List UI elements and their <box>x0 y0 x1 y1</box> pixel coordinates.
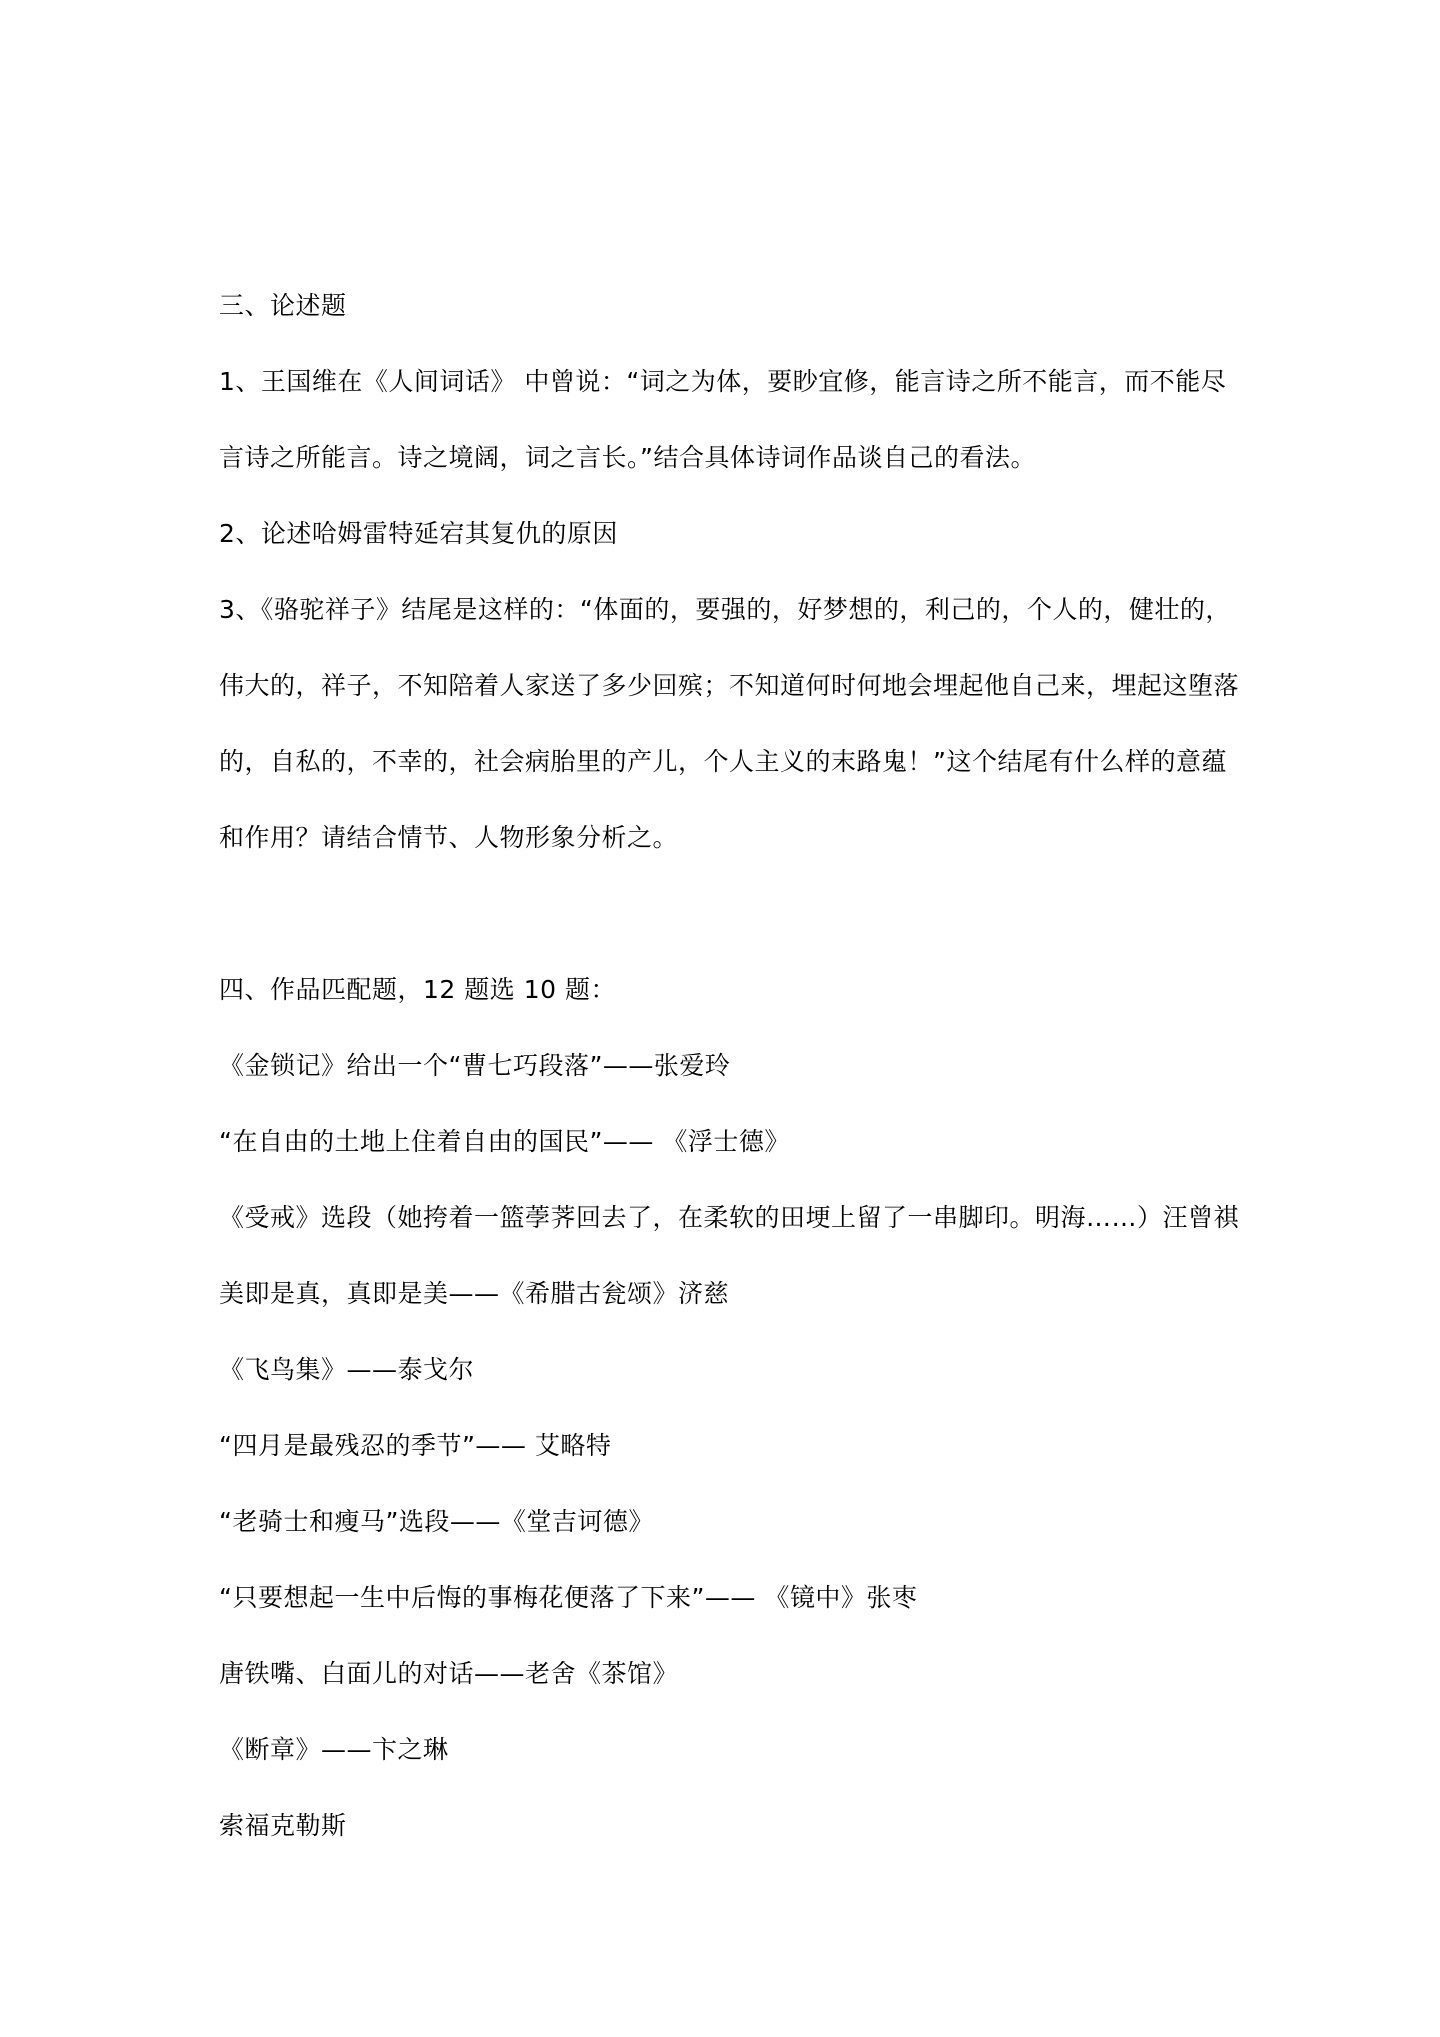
essay-question-3-line-1: 3、《骆驼祥子》结尾是这样的：“体面的，要强的，好梦想的，利己的，个人的，健壮的， <box>219 595 1231 624</box>
matching-item: 唐铁嘴、白面儿的对话——老舍《茶馆》 <box>219 1659 679 1688</box>
section-spacer <box>219 876 1239 952</box>
essay-question-1-line-2: 言诗之所能言。诗之境阔，词之言长。”结合具体诗词作品谈自己的看法。 <box>219 443 1036 472</box>
document-content <box>219 268 1239 1864</box>
matching-item: “在自由的土地上住着自由的国民”—— 《浮士德》 <box>219 1127 790 1156</box>
essay-question-3-line-3: 的，自私的，不幸的，社会病胎里的产儿，个人主义的末路鬼！”这个结尾有什么样的意蕴 <box>219 747 1227 776</box>
matching-item: 美即是真，真即是美——《希腊古瓮颂》济慈 <box>219 1279 730 1308</box>
matching-item: 索福克勒斯 <box>219 1811 347 1840</box>
essay-question-3-line-4: 和作用？请结合情节、人物形象分析之。 <box>219 823 679 852</box>
matching-item: 《受戒》选段（她挎着一篮荸荠回去了，在柔软的田埂上留了一串脚印。明海……）汪曾祺 <box>219 1203 1240 1232</box>
matching-item: “四月是最残忍的季节”—— 艾略特 <box>219 1431 612 1460</box>
matching-item: “只要想起一生中后悔的事梅花便落了下来”—— 《镜中》张枣 <box>219 1583 918 1612</box>
section-heading-matching: 四、作品匹配题，12 题选 10 题： <box>219 975 616 1004</box>
matching-item: “老骑士和瘦马”选段——《堂吉诃德》 <box>219 1507 654 1536</box>
section-heading-essay: 三、论述题 <box>219 291 347 320</box>
essay-question-2: 2、论述哈姆雷特延宕其复仇的原因 <box>219 519 618 548</box>
matching-item: 《金锁记》给出一个“曹七巧段落”——张爱玲 <box>219 1051 731 1080</box>
essay-question-3-line-2: 伟大的，祥子，不知陪着人家送了多少回殡；不知道何时何地会埋起他自己来，埋起这堕落 <box>219 671 1240 700</box>
matching-item: 《飞鸟集》——泰戈尔 <box>219 1355 475 1384</box>
essay-question-1-line-1: 1、王国维在《人间词话》 中曾说：“词之为体，要眇宜修，能言诗之所不能言，而不能尽 <box>219 367 1227 396</box>
matching-item: 《断章》——卞之琳 <box>219 1735 449 1764</box>
